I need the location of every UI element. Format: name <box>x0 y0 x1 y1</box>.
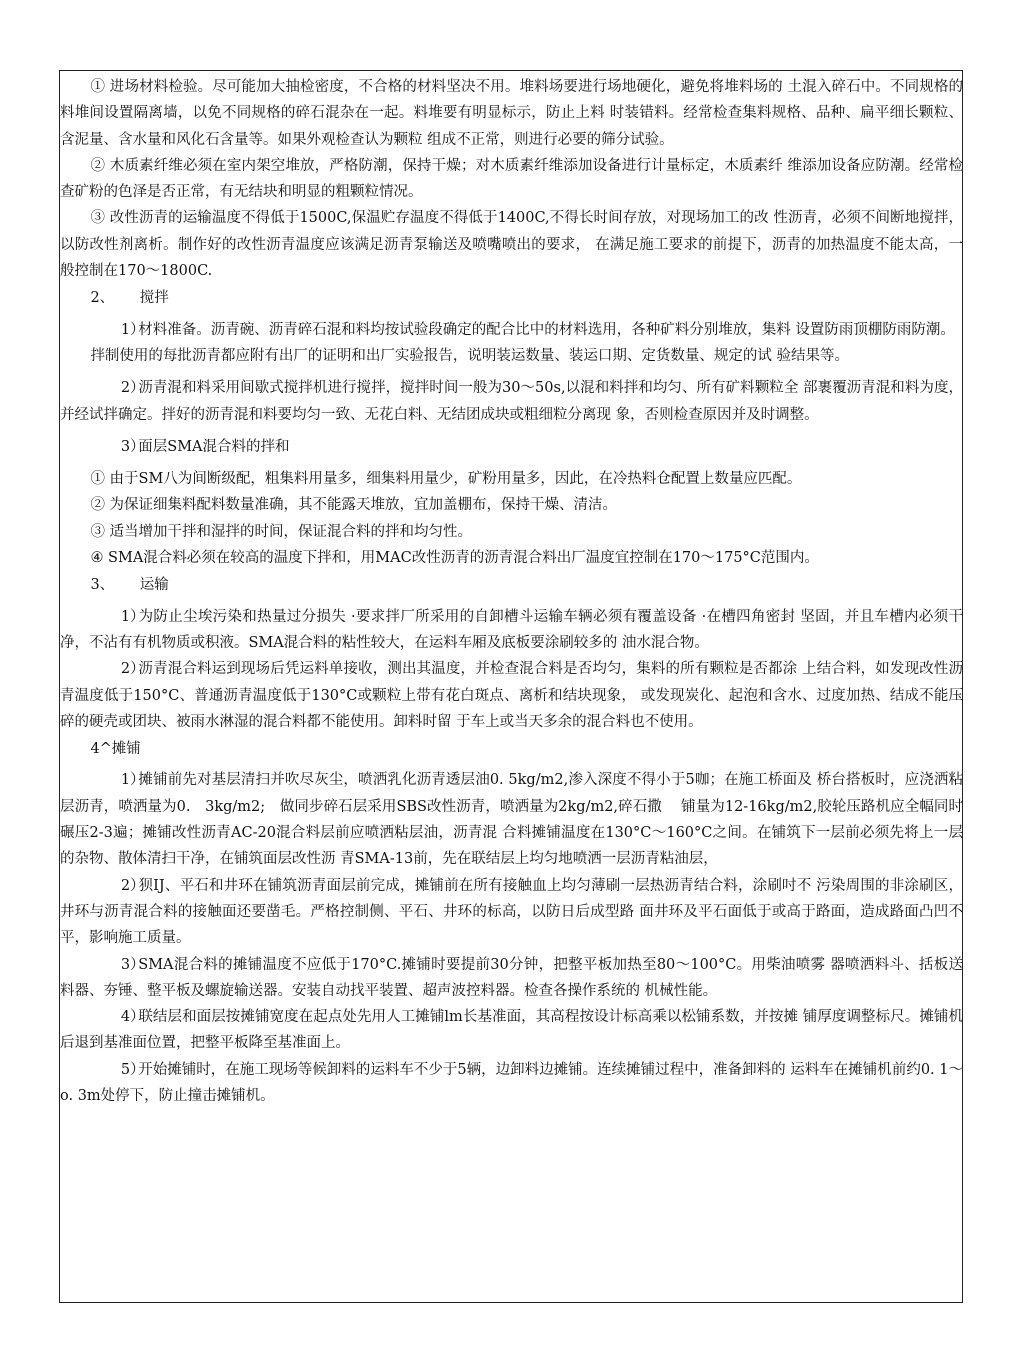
item-text: 沥青混合料运到现场后凭运料单接收，测出其温度，并检查混合料是否均匀，集料的所有颗粒是否都涂 上结合料，如发现改性沥青温度低于150°C、普通沥青温度低于130°C或颗粒上带有花白斑点、离析和结块现象， 或发现炭化、起泡和含水、过度加热、结成不能压碎的硬壳或团块、被雨水淋湿的混合料都不能使用。卸料时留 于车上或当天多余的混合料也不使用。 <box>60 661 963 730</box>
item-text: 沥青混和料采用间歇式搅拌机进行搅拌，搅拌时间一般为30～50s,以混和料拌和均匀、所有矿料颗粒全 部裹覆沥青混和料为度，并经试拌确定。拌好的沥青混和料要均匀一致、无花白料、无结团成块或粗细粒分离现 象，否则检查原因并及时调整。 <box>60 380 963 423</box>
item-text: 开始摊铺时，在施工现场等候卸料的运料车不少于5辆，边卸料边摊铺。连续摊铺过程中，准备卸料的 运料车在摊铺机前约0. 1～o. 3m处停下，防止撞击摊铺机。 <box>60 1061 963 1104</box>
section-number: 2、 <box>90 290 115 307</box>
paragraph-asphalt-temperature: ③ 改性沥青的运输温度不得低于1500C,保温贮存温度不得低于1400C,不得长时间存放，对现场加工的改 性沥青，必须不间断地搅拌，以防改性剂离析。制作好的改性沥青温度应该满足沥青泵输送及喷嘴喷出的要求， 在满足施工要求的前提下，沥青的加热温度不能太高，一般控制在170～1800C. <box>60 210 963 280</box>
item-number: 2） <box>120 877 145 894</box>
paragraph-base-preparation <box>60 767 963 872</box>
section-heading-mixing <box>60 285 963 311</box>
paragraph-factory-certificate: 拌制使用的每批沥青都应附有出厂的证明和出厂实验报告，说明装运数量、装运口期、定货数量、规定的试 验结果等。 <box>90 347 850 364</box>
sma-point-3: ③ 适当增加干拌和湿拌的时间，保证混合料的拌和均匀性。 <box>90 523 473 540</box>
item-text: 材料准备。沥青碗、沥青碎石混和料均按试验段确定的配合比中的材料选用，各种矿料分别堆放，集料 设置防雨顶棚防雨防潮。 <box>138 321 955 338</box>
paragraph-sma-paving-temp <box>60 952 963 1005</box>
paragraph-reference-surface <box>60 1004 963 1057</box>
item-text: 面层SMA混合料的拌和 <box>138 438 290 455</box>
paragraph-site-reception <box>60 656 963 735</box>
paragraph-fiber-storage: ② 木质素纤维必须在室内架空堆放，严格防潮，保持干燥；对木质素纤维添加设备进行计量标定，木质素纤 维添加设备应防潮。经常检查矿粉的色泽是否正常，有无结块和明显的粗颗粒情况。 <box>60 157 963 201</box>
section-number: 3、 <box>90 577 115 594</box>
item-number: 2） <box>120 380 145 397</box>
sma-point-1: ① 由于SM八为间断级配，粗集料用量多，细集料用量少，矿粉用量多，因此，在冷热料仓配置上数量应匹配。 <box>90 471 802 488</box>
sma-point-2: ② 为保证细集料配料数量准确，其不能露天堆放，宜加盖棚布，保持干燥、清洁。 <box>90 497 618 514</box>
document-body <box>60 74 963 1109</box>
section-title: 运输 <box>139 577 169 594</box>
paragraph-mixing-process <box>60 375 963 428</box>
item-number: 1） <box>120 772 145 789</box>
section-heading-transport <box>60 572 963 598</box>
paragraph-material-prep <box>60 317 963 343</box>
item-number: 3） <box>120 438 145 455</box>
section-heading-paving: 4^摊铺 <box>90 741 141 758</box>
item-text: 联结层和面层按摊铺宽度在起点处先用人工摊铺lm长基准面，其高程按设计标高乘以松铺系数，并按摊 铺厚度调整标尺。摊铺机后退到基准面位置，把整平板降至基准面上。 <box>60 1009 963 1052</box>
item-text: 狈IJ、平石和井环在铺筑沥青面层前完成，摊铺前在所有接触血上均匀薄刷一层热沥青结合料，涂刷吋不 污染周围的非涂刷区，井环与沥青混合料的接触面还要凿毛。严格控制侧、平石、井环的标高，以防日后成型路 面井环及平石面低于或高于路面，造成路面凸凹不平，影响施工质量。 <box>60 877 963 947</box>
section-title: 搅拌 <box>139 290 169 307</box>
item-text: SMA混合料的摊铺温度不应低于170°C.摊铺时要提前30分钟，把整平板加热至80～100°C。用柴油喷雾 器喷洒料斗、括板送料器、夯锤、整平板及螺旋输送器。安装自动找平装置、超声波控料器。检查各操作系统的 机械性能。 <box>60 956 963 999</box>
item-number: 4） <box>120 1009 145 1026</box>
paragraph-start-paving <box>60 1057 963 1110</box>
paragraph-material-inspection: ① 进场材料检验。尽可能加大抽检密度，不合格的材料坚决不用。堆料场要进行场地硬化，避免将堆料场的 土混入碎石中。不同规格的料堆间设置隔离墙，以免不同规格的碎石混杂在一起。料堆要有明显标示，防止上料 时装错料。经常检查集料规格、品种、扁平细长颗粒、含泥量、含水量和风化石含量等。如果外观检查认为颗粒 组成不正常，则进行必要的筛分试验。 <box>60 79 963 148</box>
item-number: 2） <box>120 661 145 678</box>
item-text: 为防止尘埃污染和热量过分损失 ·要求拌厂所采用的自卸槽斗运输车辆必须有覆盖设备 ·在槽四角密封 坚固，并且车槽内必须干净，不沾有有机物质或积液。SMA混合料的粘性较大，在运料车厢及底板要涂刷较多的 油水混合物。 <box>60 608 963 651</box>
item-text: 摊铺前先对基层清扫并吹尽灰尘，喷洒乳化沥青透层油0. 5kg/m2,渗入深度不得小于5咖；在施工桥面及 桥台搭板时，应浇洒粘层沥青，喷洒量为0. 3kg/m2; 做同步碎石层采用SBS改性沥青，喷洒量为2kg/m2,碎石撒 铺量为12-16kg/m2,胶轮压路机应全幅同时碾压2-3遍；摊铺改性沥青AC-20混合料层前应喷洒粘层油，沥青混 合料摊铺温度在130°C～160°C之间。在铺筑下一层前必须先将上一层的杂物、散体清扫干净，在铺筑面层改性沥 青SMA-13前，先在联结层上均匀地喷洒一层沥青粘油层， <box>60 772 963 868</box>
item-number: 5） <box>120 1061 145 1078</box>
item-number: 1） <box>120 608 145 625</box>
paragraph-sma-mixing-heading <box>60 434 963 460</box>
item-number: 3） <box>120 956 145 973</box>
item-number: 1） <box>120 321 145 338</box>
sma-point-4: ④ SMA混合料必须在较高的温度下拌和，用MAC改性沥青的沥青混合料出厂温度宜控制在170～175°C范围内。 <box>90 550 819 567</box>
paragraph-transport-cover <box>60 604 963 657</box>
paragraph-curb-manhole <box>60 873 963 952</box>
